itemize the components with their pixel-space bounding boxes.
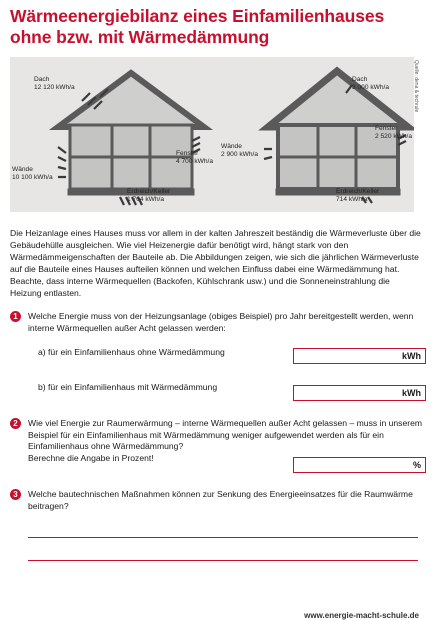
answer-3-line-2[interactable] bbox=[28, 560, 418, 561]
right-fenster-value: 2 520 kWh/a bbox=[375, 133, 413, 140]
question-1b-text: b) für ein Einfamilienhaus mit Wärmedämmung bbox=[38, 382, 218, 392]
question-2-body: Wie viel Energie zur Raumerwärmung – interne Wärmequellen außer Acht gelassen – muss in unserem Beispiel für ein Einfamilienhaus mit Wärmedämmung weniger aufgewendet werden als für ein Einfamilienhaus ohne Wärmedämmung? bbox=[28, 418, 423, 451]
left-waende-label bbox=[12, 166, 53, 182]
answer-2-field[interactable] bbox=[293, 457, 426, 473]
left-dach-label bbox=[34, 76, 75, 92]
intro-text: Die Heizanlage eines Hauses muss vor allem in der kalten Jahreszeit beständig die Wärmeverluste über die Gebäudehülle ausgleichen. Wie viel Heizenergie dafür benötigt wird, hängt stark von den Wärmedämmeigenschaften der Bauteile ab. Die Abbildungen zeigen, wie sich die jährlichen Wärmeverluste auf die Bauteile eines Hauses aufteilen können und welchen Einfluss dabei eine Wärmedämmung hat. Beachte, dass interne Wärmequellen (Backofen, Kühlschrank usw.) und die Sonneneinstrahlung die Heizung entlasten. bbox=[10, 228, 421, 299]
right-erdreich-name: Erdreich/Keller bbox=[336, 188, 380, 195]
answer-1b-field[interactable] bbox=[293, 385, 426, 401]
right-erdreich-value: 714 kWh/a bbox=[336, 196, 368, 203]
question-number-1: 1 bbox=[10, 311, 21, 322]
answer-3-line-1[interactable] bbox=[28, 537, 418, 538]
answer-1b-unit: kWh bbox=[402, 388, 421, 398]
question-3 bbox=[10, 489, 430, 599]
question-1-text: Welche Energie muss von der Heizungsanlage (obiges Beispiel) pro Jahr bereitgestellt werden, wenn interne Wärmequellen außer Acht gelassen werden: bbox=[28, 311, 414, 333]
right-dach-name: Dach bbox=[352, 76, 368, 83]
question-3-text: Welche bautechnischen Maßnahmen können zur Senkung des Energieeinsatzes für die Raumwärme beitragen? bbox=[28, 489, 413, 511]
left-dach-name: Dach bbox=[34, 76, 50, 83]
right-dach-value: 3 000 kWh/a bbox=[352, 84, 390, 91]
left-dach-value: 12 120 kWh/a bbox=[34, 84, 75, 91]
answer-2-unit: % bbox=[412, 460, 421, 470]
left-waende-value: 10 100 kWh/a bbox=[12, 174, 53, 181]
left-erdreich-value: 1 764 kWh/a bbox=[127, 196, 165, 203]
question-2 bbox=[10, 418, 430, 478]
right-fenster-label bbox=[375, 125, 412, 141]
right-waende-name: Wände bbox=[221, 143, 242, 150]
left-fenster-label bbox=[176, 150, 213, 166]
question-2-instruction: Berechne die Angabe in Prozent! bbox=[28, 452, 154, 463]
right-dach-label bbox=[352, 76, 389, 92]
question-number-3: 3 bbox=[10, 489, 21, 500]
title-line-2: ohne bzw. mit Wärmedämmung bbox=[10, 27, 270, 47]
answer-1a-unit: kWh bbox=[402, 351, 421, 361]
right-waende-label bbox=[221, 143, 258, 159]
question-number-2: 2 bbox=[10, 418, 21, 429]
title-line-1: Wärmeenergiebilanz eines Einfamilienhauses bbox=[10, 6, 385, 26]
right-fenster-name: Fenster bbox=[375, 125, 398, 132]
footer-url: www.energie-macht-schule.de bbox=[304, 611, 419, 620]
right-waende-value: 2 900 kWh/a bbox=[221, 151, 259, 158]
right-erdreich-label bbox=[336, 188, 379, 204]
left-erdreich-name: Erdreich/Keller bbox=[127, 188, 171, 195]
figure-source: Quelle: dena & techrule bbox=[413, 60, 419, 113]
left-waende-name: Wände bbox=[12, 166, 33, 173]
left-fenster-value: 4 700 kWh/a bbox=[176, 158, 214, 165]
question-1a-text: a) für ein Einfamilienhaus ohne Wärmedämmung bbox=[38, 347, 225, 357]
left-fenster-name: Fenster bbox=[176, 150, 199, 157]
question-1 bbox=[10, 311, 430, 411]
answer-1a-field[interactable] bbox=[293, 348, 426, 364]
page-title bbox=[10, 6, 430, 48]
house-without-insulation bbox=[58, 73, 204, 195]
left-erdreich-label bbox=[127, 188, 170, 204]
heat-loss-figure bbox=[10, 57, 414, 212]
